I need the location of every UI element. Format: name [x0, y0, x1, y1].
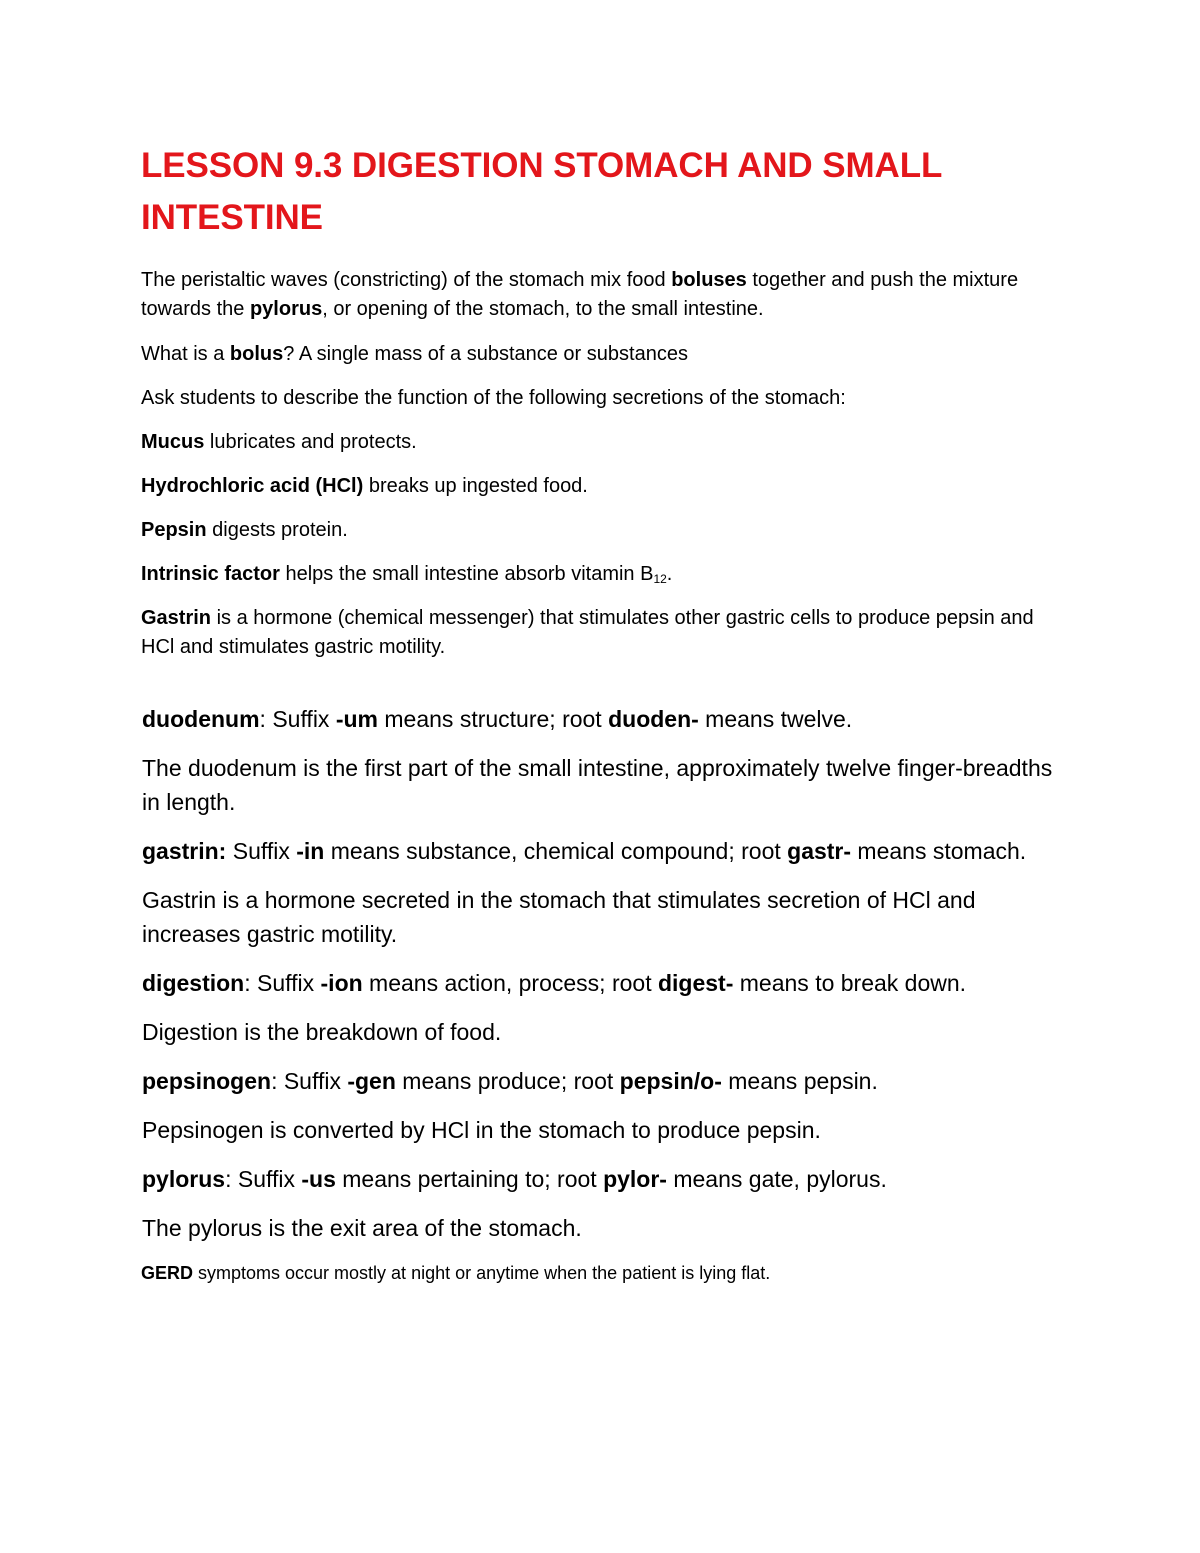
bold-term: pylorus [249, 298, 323, 320]
subscript: 12 [653, 572, 667, 586]
text-run: means twelve. [698, 706, 853, 732]
text-run: : Suffix [271, 1068, 348, 1094]
term-duodenum [142, 702, 1055, 736]
term-duodenum-description: The duodenum is the first part of the small intestine, approximately twelve finger-breadths in length. [142, 755, 1053, 815]
secretion-intrinsic-factor [141, 560, 1055, 589]
text-run: means pertaining to; root [335, 1166, 604, 1192]
text-run: breaks up ingested food. [363, 475, 588, 497]
text-run: means produce; root [395, 1068, 620, 1094]
term-word: gastrin: [142, 838, 227, 864]
text-run: means action, process; root [362, 970, 658, 996]
bold-term: Mucus [141, 431, 205, 453]
term-suffix: -gen [347, 1068, 396, 1094]
term-root: digest- [657, 970, 734, 996]
text-run: is a hormone (chemical messenger) that stimulates other gastric cells to produce pepsin and HCl and stimulates gastric motility. [141, 607, 1034, 658]
text-run: means pepsin. [721, 1068, 878, 1094]
text-run: : Suffix [225, 1166, 302, 1192]
term-word: pylorus [142, 1166, 226, 1192]
term-root: gastr- [787, 838, 852, 864]
text-run: means substance, chemical compound; root [324, 838, 788, 864]
bold-term: Pepsin [141, 519, 207, 541]
term-root: pylor- [603, 1166, 667, 1192]
term-pylorus-description: The pylorus is the exit area of the stomach. [142, 1215, 582, 1241]
text-run: means to break down. [733, 970, 967, 996]
term-root: pepsin/o- [619, 1068, 722, 1094]
text-run: digests protein. [206, 519, 348, 541]
bold-term: Intrinsic factor [141, 563, 280, 585]
peristalsis-paragraph [141, 266, 1055, 324]
secretion-hcl [141, 472, 1055, 501]
bolus-question [141, 340, 1055, 369]
term-suffix: -um [335, 706, 378, 732]
text-run: lubricates and protects. [204, 431, 417, 453]
bold-term: Gastrin [141, 607, 212, 629]
lesson-title: LESSON 9.3 DIGESTION STOMACH AND SMALL INTESTINE [141, 146, 942, 237]
secretion-pepsin [141, 516, 1055, 545]
text-run: : Suffix [244, 970, 321, 996]
secretions-prompt: Ask students to describe the function of the following secretions of the stomach: [141, 387, 846, 409]
term-pepsinogen-description: Pepsinogen is converted by HCl in the stomach to produce pepsin. [142, 1117, 821, 1143]
text-run: together and push the mixture towards the [141, 269, 1019, 320]
text-run: ? A single mass of a substance or substances [283, 343, 688, 365]
term-gastrin [142, 834, 1055, 868]
text-run: means gate, pylorus. [666, 1166, 887, 1192]
term-digestion [142, 966, 1055, 1000]
term-word: duodenum [142, 706, 260, 732]
term-gastrin-description: Gastrin is a hormone secreted in the stomach that stimulates secretion of HCl and increases gastric motility. [142, 887, 976, 947]
text-run: Suffix [226, 838, 297, 864]
term-digestion-description: Digestion is the breakdown of food. [142, 1019, 502, 1045]
text-run: The peristaltic waves (constricting) of the stomach mix food [141, 269, 672, 291]
term-word: digestion [142, 970, 245, 996]
secretion-mucus [141, 428, 1055, 457]
bold-term: Hydrochloric acid (HCl) [141, 475, 364, 497]
text-run: means structure; root [378, 706, 609, 732]
text-run: : Suffix [259, 706, 336, 732]
text-run: helps the small intestine absorb vitamin B [279, 563, 654, 585]
term-pylorus [142, 1162, 1055, 1196]
term-word: pepsinogen [142, 1068, 272, 1094]
text-run: . [666, 563, 673, 585]
text-run: , or opening of the stomach, to the small intestine. [322, 298, 764, 320]
term-suffix: -us [301, 1166, 336, 1192]
bold-term: bolus [229, 343, 284, 365]
term-suffix: -ion [320, 970, 363, 996]
term-pepsinogen [142, 1064, 1055, 1098]
bold-term: boluses [671, 269, 747, 291]
bold-term: GERD [141, 1263, 194, 1283]
text-run: means stomach. [851, 838, 1027, 864]
text-run: symptoms occur mostly at night or anytime when the patient is lying flat. [193, 1263, 771, 1283]
gerd-note [141, 1260, 1055, 1286]
secretion-gastrin [141, 604, 1055, 662]
term-suffix: -in [296, 838, 325, 864]
term-root: duoden- [608, 706, 699, 732]
text-run: What is a [141, 343, 230, 365]
